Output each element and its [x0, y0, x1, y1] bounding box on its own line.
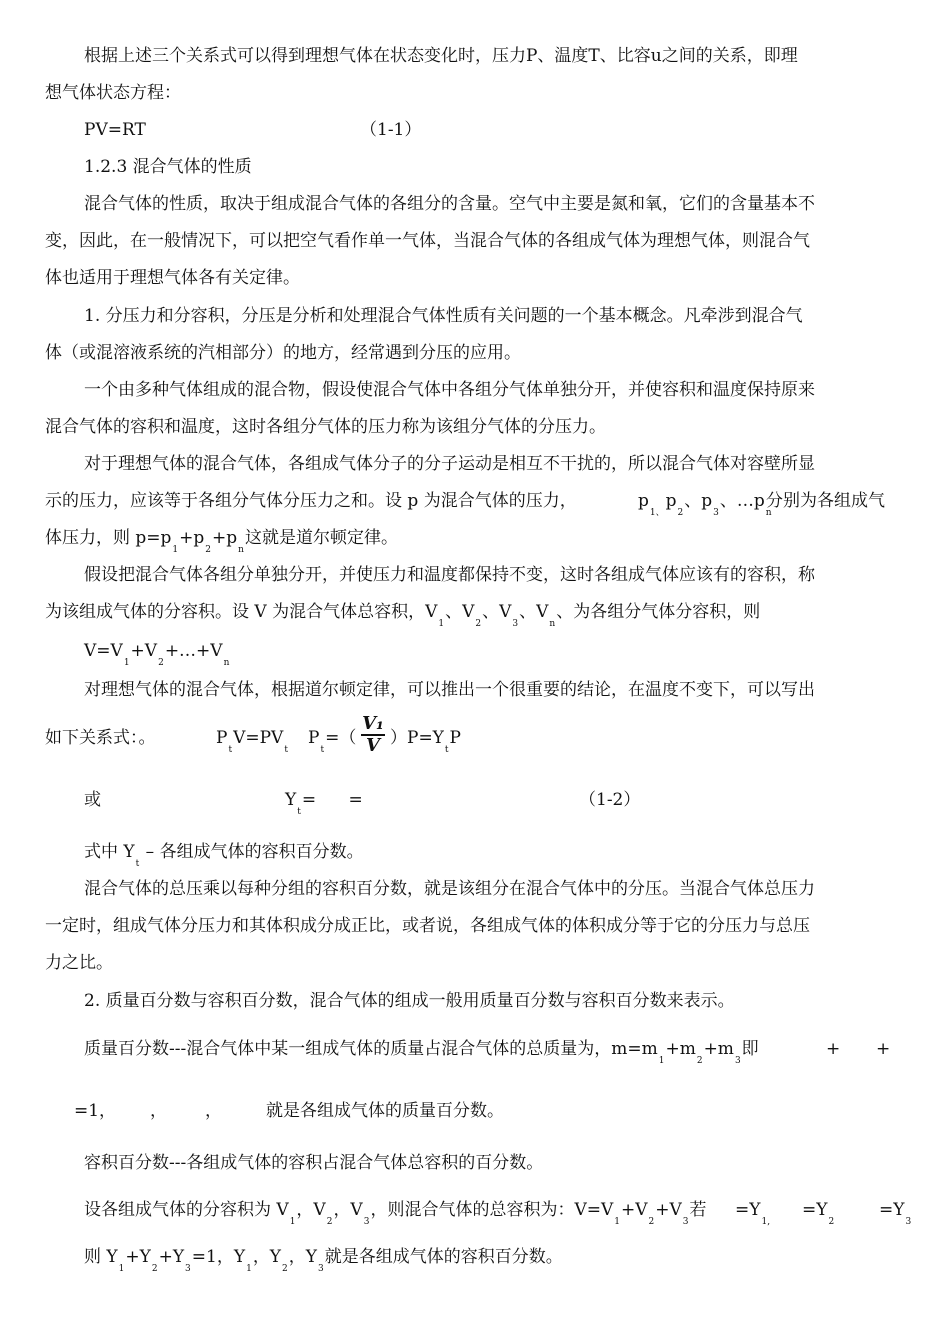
text-line: 如下关系式：。 [45, 728, 156, 748]
text-line: 对理想气体的混合气体，根据道尔顿定律，可以推出一个很重要的结论，在温度不变下，可以写出 [84, 680, 815, 700]
ratio-y1: $=Y_{1,}$ [735, 1200, 771, 1227]
equation-1: PV=RT [84, 120, 146, 140]
text-line: 就是各组成气体的质量百分数。 [266, 1101, 504, 1121]
comma: ， [150, 1101, 167, 1121]
text-line: 体（或混溶液系统的汽相部分）的地方，经常遇到分压的应用。 [45, 343, 521, 363]
equation-number: （1-2） [579, 790, 641, 810]
dalton-law-line: 体压力，则 $p=p_1+p_2+p_n$这就是道尔顿定律。 [45, 528, 398, 555]
volume-sum-equation: $V=V_1+V_2+\dots+V_n$ [84, 641, 230, 668]
relation-2: $P_t=$（ [308, 728, 357, 755]
text-line: 容积百分数---各组成气体的容积占混合气体总容积的百分数。 [84, 1153, 544, 1173]
text-line: 为该组成气体的分容积。设 V 为混合气体总容积，$V_1$、$V_2$、$V_3$、$V_n$、为各组分气体分容积，则 [45, 602, 761, 629]
text-line: 混合气体的总压乘以每种分组的容积百分数，就是该组分在混合气体中的分压。当混合气体总压力 [84, 879, 815, 899]
text-line: 力之比。 [45, 953, 113, 973]
mass-percent-line: 质量百分数---混合气体中某一组成气体的质量占混合气体的总质量为，$m=m_1+m_2+m_3$即 [84, 1039, 759, 1066]
text-line: 对于理想气体的混合气体，各组成气体分子的分子运动是相互不干扰的，所以混合气体对容壁所显 [84, 454, 815, 474]
text-line: 变，因此，在一般情况下，可以把空气看作单一气体，当混合气体的各组成气体为理想气体，则混合气 [45, 231, 810, 251]
relation-3: ）$P=Y_tP$ [390, 728, 461, 755]
text-line: 想气体状态方程： [45, 83, 181, 103]
text-line: 分别为各组成气 [766, 491, 885, 511]
relation-1: $P_tV=PV_t$ [216, 728, 288, 755]
ratio-y2: $=Y_2$ [802, 1200, 835, 1227]
section-heading: 1.2.3 混合气体的性质 [84, 157, 252, 177]
ratio-y3: $=Y_3$ [879, 1200, 912, 1227]
text-line: 体也适用于理想气体各有关定律。 [45, 268, 300, 288]
text-line: 一定时，组成气体分压力和其体积成分成正比，或者说，各组成气体的体积成分等于它的分压力与总压 [45, 916, 810, 936]
comma: ， [205, 1101, 222, 1121]
mass-percent-sum: =1， [74, 1101, 117, 1121]
text-line: 混合气体的容积和温度，这时各组分气体的压力称为该组分气体的分压力。 [45, 417, 606, 437]
plus-sign: + [876, 1039, 891, 1059]
text-line: 示的压力，应该等于各组分气体分压力之和。设 p 为混合气体的压力， [45, 491, 577, 511]
text-or: 或 [84, 790, 101, 810]
volume-percent-line: 设各组成气体的分容积为 $V_1$，$V_2$，$V_3$，则混合气体的总容积为：$V=V_1+V_2+V_3$若 [84, 1200, 707, 1227]
definition-line: 式中 $Y_t$ – 各组成气体的容积百分数。 [84, 842, 364, 869]
text-line: 2. 质量百分数与容积百分数，混合气体的组成一般用质量百分数与容积百分数来表示。 [84, 991, 735, 1011]
volume-fraction: $\frac{\text{V₁}}{V}$ [362, 713, 384, 756]
equation-2: $Y_t=$ = [285, 790, 363, 817]
plus-sign: + [826, 1039, 841, 1059]
text-line: 1. 分压力和分容积，分压是分析和处理混合气体性质有关问题的一个基本概念。凡牵涉到混合气 [84, 306, 803, 326]
text-line: 根据上述三个关系式可以得到理想气体在状态变化时，压力P、温度T、比容u之间的关系，即理 [84, 46, 798, 66]
text-line: 假设把混合气体各组分单独分开，并使压力和温度都保持不变，这时各组成气体应该有的容积，称 [84, 565, 815, 585]
partial-pressures: $p_{1、}p_2$、$p_3$、$\dots p_n$ [638, 491, 772, 518]
text-line: 混合气体的性质，取决于组成混合气体的各组分的含量。空气中主要是氮和氧，它们的含量基本不 [84, 194, 815, 214]
text-line: 一个由多种气体组成的混合物，假设使混合气体中各组分气体单独分开，并使容积和温度保持原来 [84, 380, 815, 400]
volume-percent-sum: 则 $Y_1+Y_2+Y_3=1$，$Y_1$，$Y_2$，$Y_3$就是各组成气体的容积百分数。 [84, 1247, 563, 1274]
equation-number: （1-1） [360, 120, 422, 140]
